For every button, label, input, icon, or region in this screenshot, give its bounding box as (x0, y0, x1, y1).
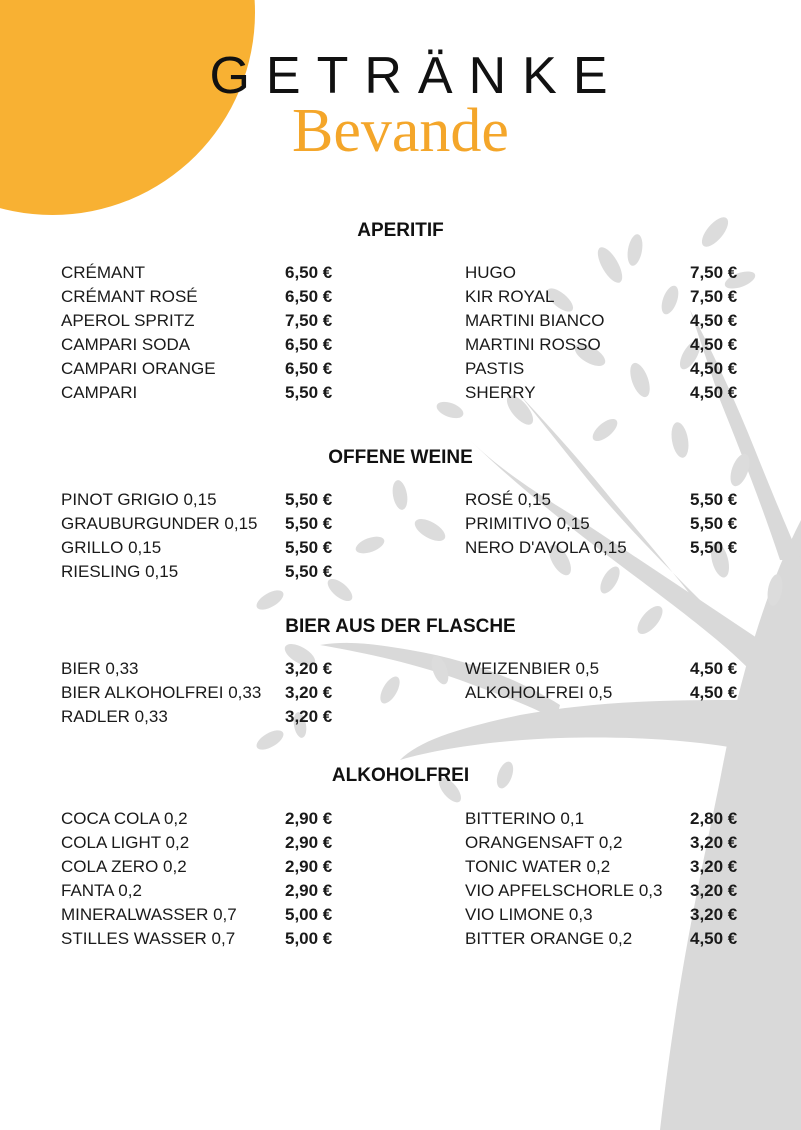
item-price: 5,50 € (690, 514, 738, 533)
menu-item (61, 261, 351, 285)
item-price: 5,00 € (285, 929, 333, 948)
menu-item (465, 309, 755, 333)
item-price: 5,50 € (285, 538, 333, 557)
item-name: VIO LIMONE 0,3 (465, 905, 593, 924)
menu-item (61, 807, 351, 831)
item-price: 4,50 € (690, 311, 738, 330)
item-price: 3,20 € (690, 905, 738, 924)
menu-column-left (61, 261, 351, 405)
menu-item (61, 705, 351, 729)
item-price: 4,50 € (690, 929, 738, 948)
menu-item (61, 560, 351, 584)
menu-column-right (465, 657, 755, 705)
section-heading: ALKOHOLFREI (331, 765, 470, 786)
item-name: RIESLING 0,15 (61, 562, 179, 581)
menu-item (465, 357, 755, 381)
item-name: COCA COLA 0,2 (61, 809, 188, 828)
menu-item (465, 381, 755, 405)
item-price: 5,50 € (690, 538, 738, 557)
menu-item (61, 309, 351, 333)
section-heading: OFFENE WEINE (328, 447, 473, 468)
item-price: 7,50 € (690, 287, 738, 306)
item-price: 3,20 € (690, 833, 738, 852)
item-price: 4,50 € (690, 359, 738, 378)
section-alkoholfrei (0, 764, 801, 948)
item-price: 5,50 € (285, 514, 333, 533)
item-name: CRÉMANT ROSÉ (61, 287, 198, 306)
item-name: CAMPARI SODA (61, 335, 191, 354)
menu-item (61, 879, 351, 903)
item-name: COLA ZERO 0,2 (61, 857, 187, 876)
menu-item (465, 657, 755, 681)
item-name: KIR ROYAL (465, 287, 555, 306)
menu-item (465, 681, 755, 705)
item-name: ORANGENSAFT 0,2 (465, 833, 623, 852)
item-name: CAMPARI (61, 383, 138, 402)
item-name: STILLES WASSER 0,7 (61, 929, 236, 948)
item-price: 7,50 € (285, 311, 333, 330)
item-name: APEROL SPRITZ (61, 311, 195, 330)
menu-item (61, 927, 351, 951)
item-name: PRIMITIVO 0,15 (465, 514, 590, 533)
item-price: 5,50 € (285, 562, 333, 581)
item-name: BIER 0,33 (61, 659, 139, 678)
item-price: 2,90 € (285, 809, 333, 828)
item-price: 4,50 € (690, 383, 738, 402)
menu-item (465, 261, 755, 285)
menu-item (465, 285, 755, 309)
menu-item (61, 681, 351, 705)
item-price: 5,50 € (690, 490, 738, 509)
menu-item (61, 903, 351, 927)
menu-item (61, 512, 351, 536)
item-name: GRAUBURGUNDER 0,15 (61, 514, 258, 533)
menu-column-right (465, 488, 755, 560)
item-name: MINERALWASSER 0,7 (61, 905, 237, 924)
section-heading: BIER AUS DER FLASCHE (285, 616, 516, 637)
section-bier-aus-der-flasche (0, 615, 801, 726)
item-price: 2,90 € (285, 881, 333, 900)
menu-column-right (465, 807, 755, 951)
item-name: VIO APFELSCHORLE 0,3 (465, 881, 663, 900)
item-price: 2,90 € (285, 833, 333, 852)
menu-item (465, 927, 755, 951)
item-price: 4,50 € (690, 683, 738, 702)
item-name: BIER ALKOHOLFREI 0,33 (61, 683, 262, 702)
item-price: 7,50 € (690, 263, 738, 282)
menu-item (61, 381, 351, 405)
item-name: TONIC WATER 0,2 (465, 857, 611, 876)
menu-column-left (61, 488, 351, 584)
item-price: 5,50 € (285, 490, 333, 509)
item-price: 3,20 € (690, 881, 738, 900)
item-price: 4,50 € (690, 335, 738, 354)
item-price: 2,90 € (285, 857, 333, 876)
item-name: BITTERINO 0,1 (465, 809, 585, 828)
menu-item (61, 357, 351, 381)
item-price: 5,00 € (285, 905, 333, 924)
item-name: COLA LIGHT 0,2 (61, 833, 190, 852)
item-name: PINOT GRIGIO 0,15 (61, 490, 217, 509)
menu-item (465, 333, 755, 357)
item-price: 6,50 € (285, 359, 333, 378)
item-name: CAMPARI ORANGE (61, 359, 216, 378)
section-offene-weine (0, 446, 801, 581)
menu-item (465, 536, 755, 560)
menu-item (465, 855, 755, 879)
item-price: 2,80 € (690, 809, 738, 828)
item-name: ROSÉ 0,15 (465, 490, 551, 509)
item-name: NERO D'AVOLA 0,15 (465, 538, 627, 557)
item-price: 6,50 € (285, 287, 333, 306)
item-name: SHERRY (465, 383, 536, 402)
item-price: 5,50 € (285, 383, 333, 402)
item-name: CRÉMANT (61, 263, 146, 282)
item-name: PASTIS (465, 359, 525, 378)
menu-item (465, 807, 755, 831)
menu-item (61, 488, 351, 512)
item-price: 6,50 € (285, 335, 333, 354)
menu-item (61, 333, 351, 357)
item-price: 6,50 € (285, 263, 333, 282)
menu-column-left (61, 807, 351, 951)
menu-item (61, 536, 351, 560)
section-aperitif (0, 219, 801, 402)
item-price: 3,20 € (285, 707, 333, 726)
menu-column-left (61, 657, 351, 729)
section-heading: APERITIF (357, 220, 444, 241)
menu-item (465, 879, 755, 903)
item-name: WEIZENBIER 0,5 (465, 659, 600, 678)
menu-column-right (465, 261, 755, 405)
item-name: MARTINI ROSSO (465, 335, 601, 354)
menu-item (465, 903, 755, 927)
menu-item (61, 657, 351, 681)
item-name: RADLER 0,33 (61, 707, 168, 726)
item-price: 3,20 € (285, 659, 333, 678)
menu-item (465, 488, 755, 512)
menu-item (465, 831, 755, 855)
page-subtitle: Bevande (292, 97, 509, 165)
item-name: ALKOHOLFREI 0,5 (465, 683, 613, 702)
menu-item (61, 285, 351, 309)
menu-item (465, 512, 755, 536)
item-price: 4,50 € (690, 659, 738, 678)
item-name: GRILLO 0,15 (61, 538, 162, 557)
item-name: BITTER ORANGE 0,2 (465, 929, 633, 948)
item-price: 3,20 € (690, 857, 738, 876)
menu-item (61, 855, 351, 879)
page-title: GETRÄNKE (209, 47, 624, 105)
item-name: MARTINI BIANCO (465, 311, 605, 330)
item-name: HUGO (465, 263, 516, 282)
item-price: 3,20 € (285, 683, 333, 702)
menu-item (61, 831, 351, 855)
item-name: FANTA 0,2 (61, 881, 142, 900)
